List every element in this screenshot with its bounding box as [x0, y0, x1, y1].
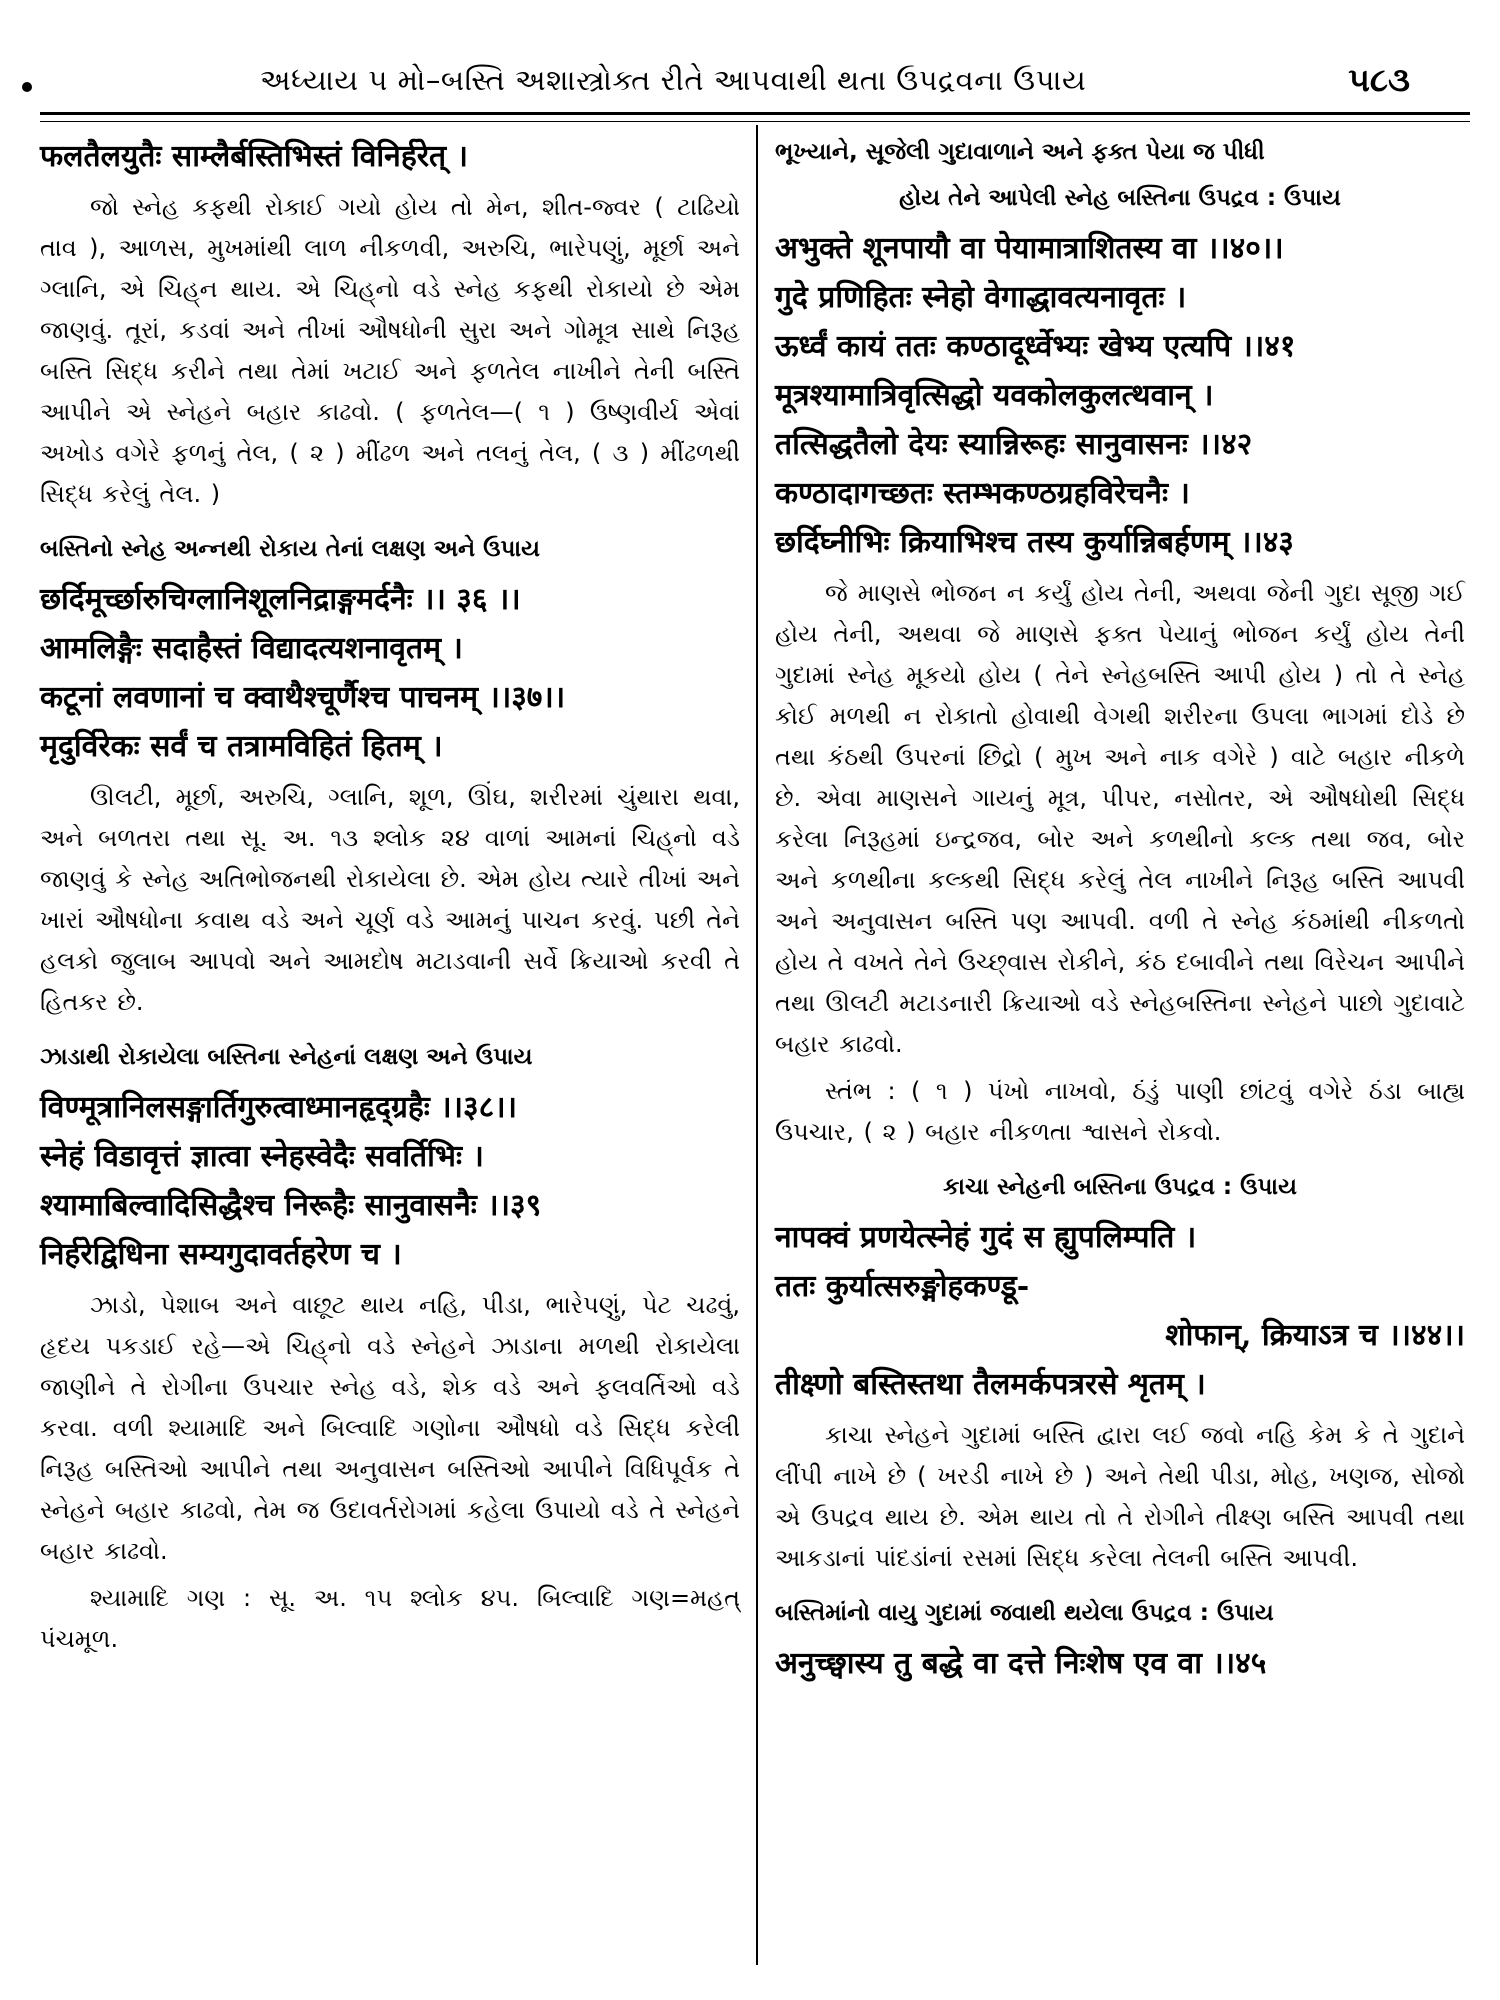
sanskrit-verse: कण्ठादागच्छतः स्तम्भकण्ठग्रहविरेचनैः । — [775, 476, 1190, 511]
gujarati-paragraph: ઝાડો, પેશાબ અને વાછૂટ થાય નહિ, પીડા, ભારેપણું, પેટ ચઢવું, હૃદય પકડાઈ રહે—એ ચિહ્‌નો વડે સ્નેહને ઝાડાના મળથી રોકાયેલા જાણીને તે રોગીના ઉપચાર સ્નેહ વડે, શેક વડે અને ફલવર્તિઓ વડે કરવા. વળી શ્યામાદિ અને બિલ્વાદિ ગણોના ઔષધો વડે સિદ્ધ કરેલી નિરૂહ બસ્તિઓ આપીને તથા અનુવાસન બસ્તિઓ આપીને વિધિપૂર્વક તે સ્નેહને બહાર કાઢવો, તેમ જ ઉદાવર્તરોગમાં કહેલા ઉપાયો વડે તે સ્નેહને બહાર કાઢવો. — [40, 1291, 740, 1565]
section-heading: ભૂખ્યાને, સૂજેલી ગુદાવાળાને અને ફક્ત પેયા જ પીધી — [775, 139, 1265, 165]
sanskrit-verse: नापक्वं प्रणयेत्स्नेहं गुदं स ह्युपलिम्पति । — [775, 1220, 1197, 1255]
sanskrit-verse: छर्दिमूर्च्छारुचिग्लानिशूलनिद्राङ्गमर्दनैः ।। ३६ ।। — [40, 582, 521, 617]
gujarati-footnote: શ્યામાદિ ગણ : સૂ. અ. ૧૫ શ્લોક ૪૫. બિલ્વાદિ ગણ=મહત્ પંચમૂળ. — [40, 1584, 740, 1653]
sanskrit-verse: तत्सिद्धतैलो देयः स्यान्निरूहः सानुवासनः ।।४२ — [775, 427, 1253, 462]
sanskrit-verse: छर्दिघ्नीभिः क्रियाभिश्च तस्य कुर्यान्निबर्हणम् ।।४३ — [775, 525, 1294, 560]
right-column — [775, 132, 1465, 1688]
sanskrit-verse: श्यामाबिल्वादिसिद्धैश्च निरूहैः सानुवासनैः ।।३९ — [40, 1188, 542, 1223]
sanskrit-verse: अभुक्ते शूनपायौ वा पेयामात्राशितस्य वा ।।४०।। — [775, 231, 1284, 266]
sanskrit-verse: ऊर्ध्वं कायं ततः कण्ठादूर्ध्वेभ्यः खेभ्य एत्यपि ।।४१ — [775, 329, 1296, 364]
gujarati-paragraph: જે માણસે ભોજન ન કર્યું હોય તેની, અથવા જેની ગુદા સૂજી ગઈ હોય તેની, અથવા જે માણસે ફક્ત પેયાનું ભોજન કર્યું હોય તેની ગુદામાં સ્નેહ મૂકયો હોય ( તેને સ્નેહબસ્તિ આપી હોય ) તો તે સ્નેહ કોઈ મળથી ન રોકાતો હોવાથી વેગથી શરીરના ઉપલા ભાગમાં દોડે છે તથા કંઠથી ઉપરનાં છિદ્રો ( મુખ અને નાક વગેરે ) વાટે બહાર નીકળે છે. એવા માણસને ગાયનું મૂત્ર, પીપર, નસોતર, એ ઔષધોથી સિદ્ધ કરેલા નિરૂહમાં ઇન્દ્રજવ, બોર અને કળથીનો કલ્ક તથા જવ, બોર અને કળથીના કલ્કથી સિદ્ધ કરેલું તેલ નાખીને નિરૂહ બસ્તિ આપવી અને અનુવાસન બસ્તિ પણ આપવી. વળી તે સ્નેહ કંઠમાંથી નીકળતો હોય તે વખતે તેને ઉચ્છ્‌વાસ રોકીને, કંઠ દબાવીને તથા વિરેચન આપીને તથા ઊલટી મટાડનારી ક્રિયાઓ વડે સ્નેહબસ્તિના સ્નેહને પાછો ગુદાવાટે બહાર કાઢવો. — [775, 579, 1465, 1058]
section-heading: કાચા સ્નેહની બસ્તિના ઉપદ્રવ : ઉપાય — [943, 1174, 1297, 1200]
header-rule — [40, 112, 1470, 122]
section-heading: બસ્તિનો સ્નેહ અન્નથી રોકાય તેનાં લક્ષણ અને ઉપાય — [40, 536, 540, 562]
gujarati-paragraph: કાચા સ્નેહને ગુદામાં બસ્તિ દ્વારા લઈ જવો નહિ કેમ કે તે ગુદાને લીંપી નાખે છે ( ખરડી નાખે છે ) અને તેથી પીડા, મોહ, ખણજ, સોજો એ ઉપદ્રવ થાય છે. એમ થાય તો તે રોગીને તીક્ષ્ણ બસ્તિ આપવી તથા આકડાનાં પાંદડાંનાં રસમાં સિદ્ધ કરેલા તેલની બસ્તિ આપવી. — [775, 1421, 1465, 1572]
column-divider — [756, 125, 758, 1965]
sanskrit-verse: गुदे प्रणिहितः स्नेहो वेगाद्धावत्यनावृतः । — [775, 280, 1187, 315]
sanskrit-verse: निर्हरेद्विधिना सम्यगुदावर्तहरेण च । — [40, 1237, 402, 1272]
gujarati-footnote: સ્તંભ : ( ૧ ) પંખો નાખવો, ઠંડું પાણી છાંટવું વગેરે ઠંડા બાહ્ય ઉપચાર, ( ૨ ) બહાર નીકળતા શ્વાસને રોકવો. — [775, 1077, 1465, 1146]
gujarati-paragraph: ઊલટી, મૂર્છા, અરુચિ, ગ્લાનિ, શૂળ, ઊંઘ, શરીરમાં ચુંથારા થવા, અને બળતરા તથા સૂ. અ. ૧૩ શ્લોક ૨૪ વાળાં આમનાં ચિહ્‌નો વડે જાણવું કે સ્નેહ અતિભોજનથી રોકાયેલા છે. એમ હોય ત્યારે તીખાં અને ખારાં ઔષધોના કવાથ વડે અને ચૂર્ણ વડે આમનું પાચન કરવું. પછી તેને હલકો જુલાબ આપવો અને આમદોષ મટાડવાની સર્વે ક્રિયાઓ કરવી તે હિતકર છે. — [40, 783, 740, 1016]
sanskrit-verse: फलतैलयुतैः साम्लैर्बस्तिभिस्तं विनिर्हरेत् । — [40, 139, 468, 174]
page-number: ૫૮૩ — [1348, 60, 1410, 99]
sanskrit-verse: स्नेहं विडावृत्तं ज्ञात्वा स्नेहस्वेदैः सवर्तिभिः । — [40, 1139, 484, 1174]
sanskrit-verse: अनुच्छ्वास्य तु बद्धे वा दत्ते निःशेष एव वा ।।४५ — [775, 1646, 1267, 1681]
gujarati-paragraph: જો સ્નેહ કફથી રોકાઈ ગયો હોય તો મેન, શીત-જ્વર ( ટાઢિયો તાવ ), આળસ, મુખમાંથી લાળ નીકળવી, અરુચિ, ભારેપણું, મૂર્છા અને ગ્લાનિ, એ ચિહ્‌ન થાય. એ ચિહ્‌નો વડે સ્નેહ કફથી રોકાયો છે એમ જાણવું. તૂરાં, કડવાં અને તીખાં ઔષધોની સુરા અને ગોમૂત્ર સાથે નિરૂહ બસ્તિ સિદ્ધ કરીને તથા તેમાં ખટાઈ અને ફળતેલ નાખીને તેની બસ્તિ આપીને એ સ્નેહને બહાર કાઢવો. ( ફળતેલ—( ૧ ) ઉષ્ણવીર્ય એવાં અખોડ વગેરે ફળનું તેલ, ( ૨ ) મીંઢળ અને તલનું તેલ, ( ૩ ) મીંઢળથી સિદ્ધ કરેલું તેલ. ) — [40, 193, 740, 508]
sanskrit-verse: कटूनां लवणानां च क्वाथैश्चूर्णैश्च पाचनम् ।।३७।। — [40, 680, 566, 715]
header-title: અધ્યાય ૫ મો–બસ્તિ અશાસ્ત્રોક્ત રીતે આપવાથી થતા ઉપદ્રવના ઉપાય — [260, 62, 1087, 97]
sanskrit-verse: शोफान्, क्रियाऽत्र च ।।४४।। — [1165, 1318, 1465, 1353]
section-heading: બસ્તિમાંનો વાયુ ગુદામાં જવાથી થયેલા ઉપદ્રવ : ઉપાય — [775, 1600, 1274, 1626]
sanskrit-verse: ततः कुर्यात्सरुङ्मोहकण्डू- — [775, 1269, 1030, 1304]
section-heading: ઝાડાથી રોકાયેલા બસ્તિના સ્નેહનાં લક્ષણ અને ઉપાય — [40, 1044, 533, 1070]
sanskrit-verse: मृदुर्विरेकः सर्वं च तत्रामविहितं हितम् । — [40, 729, 443, 764]
left-column — [40, 132, 740, 1660]
sanskrit-verse: आमलिङ्गैः सदाहैस्तं विद्यादत्यशनावृतम् । — [40, 631, 463, 666]
margin-dot — [22, 82, 32, 92]
sanskrit-verse: मूत्रश्यामात्रिवृत्सिद्धो यवकोलकुलत्थवान् । — [775, 378, 1214, 413]
section-heading: હોય તેને આપેલી સ્નેહ બસ્તિના ઉપદ્રવ : ઉપાય — [899, 185, 1341, 211]
sanskrit-verse: तीक्ष्णो बस्तिस्तथा तैलमर्कपत्ररसे शृतम् । — [775, 1367, 1206, 1402]
sanskrit-verse: विण्मूत्रानिलसङ्गार्तिगुरुत्वाध्मानहृद्ग्रहैः ।।३८।। — [40, 1090, 517, 1125]
running-header — [260, 52, 1410, 108]
